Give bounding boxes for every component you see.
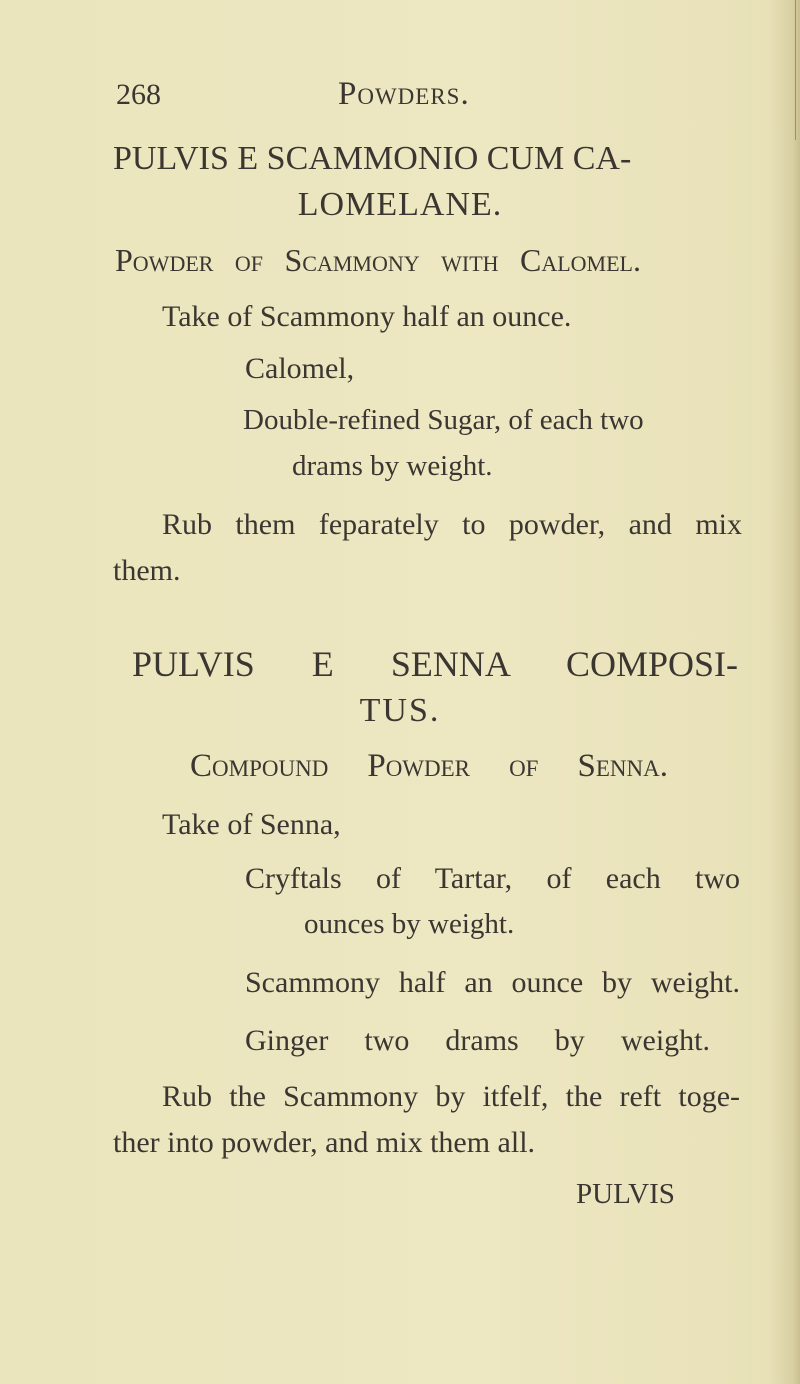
text-line: Take of Senna, — [162, 808, 341, 841]
text-line: Double-refined Sugar, of each two — [243, 404, 644, 436]
page-number: 268 — [116, 78, 161, 111]
section-subtitle: Compound Powder of Senna. — [190, 748, 668, 784]
text-line: them. — [113, 554, 181, 587]
text-line: Cryftals of Tartar, of each two — [245, 862, 740, 895]
text-line: Ginger two drams by weight. — [245, 1024, 710, 1057]
text-line: ther into powder, and mix them all. — [113, 1126, 536, 1159]
section-subtitle: Powder of Scammony with Calomel. — [115, 242, 641, 278]
running-title: Powders. — [338, 76, 470, 112]
section-title: TUS. — [359, 692, 441, 729]
text-line: Rub them feparately to powder, and mix — [162, 508, 742, 541]
text-line: Take of Scammony half an ounce. — [162, 300, 572, 333]
section-title: PULVIS E SENNA COMPOSI- — [132, 644, 738, 684]
text-line: Calomel, — [245, 352, 355, 385]
text-line: ounces by weight. — [304, 908, 515, 940]
text-line: drams by weight. — [292, 450, 493, 482]
section-title: LOMELANE. — [297, 186, 503, 223]
page-edge — [795, 0, 796, 140]
catchword: PULVIS — [576, 1178, 675, 1210]
text-line: Rub the Scammony by itfelf, the reft toge- — [162, 1080, 740, 1113]
text-line: Scammony half an ounce by weight. — [245, 966, 740, 999]
section-title: PULVIS E SCAMMONIO CUM CA- — [113, 140, 632, 177]
